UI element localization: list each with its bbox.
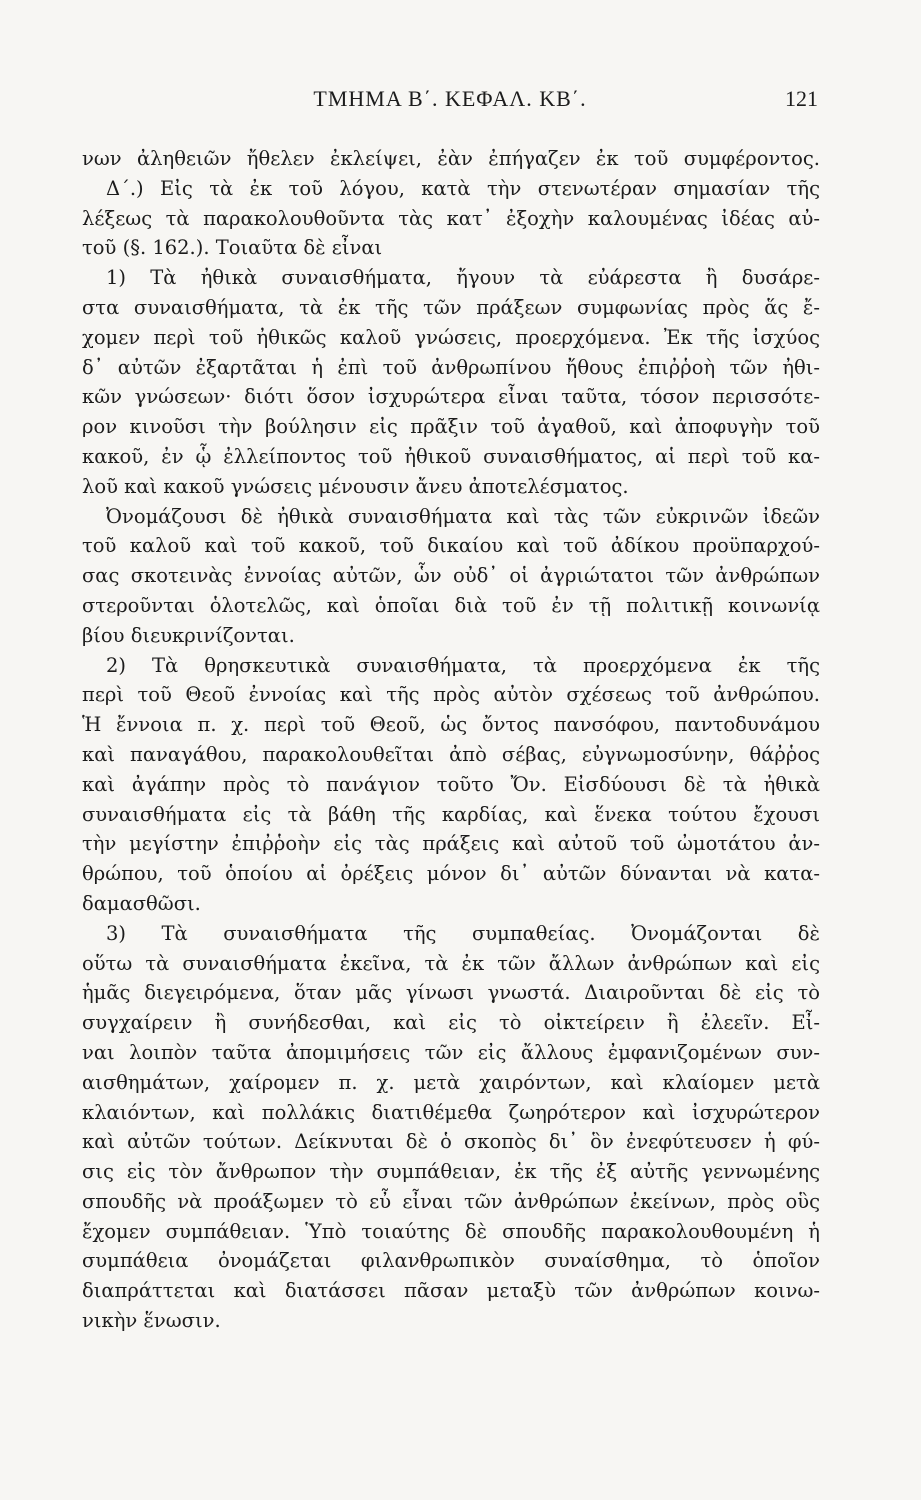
text-line: στεροῦνται ὁλοτελῶς, καὶ ὁποῖαι διὰ τοῦ ἐν τῇ πολιτικῇ κοινωνίᾳ	[82, 593, 820, 617]
text-line: οὕτω τὰ συναισθήματα ἐκεῖνα, τὰ ἐκ τῶν ἄλλων ἀνθρώπων καὶ εἰς	[82, 951, 820, 975]
text-line: 2) Τὰ θρησκευτικὰ συναισθήματα, τὰ προερχόμενα ἐκ τῆς	[106, 653, 820, 677]
text-line: τὴν μεγίστην ἐπιῤῥοὴν εἰς τὰς πράξεις καὶ αὐτοῦ τοῦ ὠμοτάτου ἀν-	[82, 832, 820, 856]
text-line: καὶ παναγάθου, παρακολουθεῖται ἀπὸ σέβας, εὐγνωμοσύνην, θάῤῥος	[82, 742, 820, 766]
text-line: 1) Τὰ ἠθικὰ συναισθήματα, ἤγουν τὰ εὐάρεστα ἢ δυσάρε-	[106, 266, 820, 290]
body-text	[82, 144, 820, 1336]
text-line: Ἡ ἔννοια π. χ. περὶ τοῦ Θεοῦ, ὡς ὄντος πανσόφου, παντοδυνάμου	[82, 713, 820, 737]
text-line: 3) Τὰ συναισθήματα τῆς συμπαθείας. Ὀνομάζονται δὲ	[106, 921, 820, 945]
text-line: Δ΄.) Εἰς τὰ ἐκ τοῦ λόγου, κατὰ τὴν στενωτέραν σημασίαν τῆς	[106, 176, 820, 200]
text-line: στα συναισθήματα, τὰ ἐκ τῆς τῶν πράξεων συμφωνίας πρὸς ἅς ἔ-	[82, 295, 820, 319]
running-title: ΤΜΗΜΑ Β΄. ΚΕΦΑΛ. ΚΒ΄.	[313, 86, 587, 111]
text-line: τοῦ (§. 162.). Τοιαῦτα δὲ εἶναι	[82, 236, 383, 260]
text-line: θρώπου, τοῦ ὁποίου αἱ ὀρέξεις μόνον δι᾽ αὐτῶν δύνανται νὰ κατα-	[82, 862, 820, 886]
text-line: νων ἀληθειῶν ἤθελεν ἐκλείψει, ἐὰν ἐπήγαζεν ἐκ τοῦ συμφέροντος.	[82, 147, 820, 170]
text-line: σπουδῆς νὰ προάξωμεν τὸ εὖ εἶναι τῶν ἀνθρώπων ἐκείνων, πρὸς οὓς	[82, 1189, 820, 1213]
text-line: βίου διευκρινίζονται.	[82, 623, 295, 647]
text-line: δαμασθῶσι.	[82, 891, 201, 915]
text-line: κακοῦ, ἐν ᾧ ἐλλείποντος τοῦ ἠθικοῦ συναισθήματος, αἱ περὶ τοῦ κα-	[82, 444, 820, 468]
text-line: συναισθήματα εἰς τὰ βάθη τῆς καρδίας, καὶ ἕνεκα τούτου ἔχουσι	[82, 802, 820, 826]
text-line: συμπάθεια ὀνομάζεται φιλανθρωπικὸν συναίσθημα, τὸ ὁποῖον	[82, 1249, 820, 1273]
text-line: ναι λοιπὸν ταῦτα ἀπομιμήσεις τῶν εἰς ἄλλους ἐμφανιζομένων συν-	[82, 1040, 820, 1064]
text-line: συγχαίρειν ἢ συνήδεσθαι, καὶ εἰς τὸ οἰκτείρειν ἢ ἐλεεῖν. Εἶ-	[82, 1011, 820, 1035]
text-line: περὶ τοῦ Θεοῦ ἐννοίας καὶ τῆς πρὸς αὐτὸν σχέσεως τοῦ ἀνθρώπου.	[82, 683, 820, 707]
text-line: ἔχομεν συμπάθειαν. Ὑπὸ τοιαύτης δὲ σπουδῆς παρακολουθουμένη ἡ	[82, 1219, 820, 1243]
running-header	[82, 86, 818, 120]
text-line: κλαιόντων, καὶ πολλάκις διατιθέμεθα ζωηρότερον καὶ ἰσχυρώτερον	[82, 1100, 820, 1124]
text-line: τοῦ καλοῦ καὶ τοῦ κακοῦ, τοῦ δικαίου καὶ τοῦ ἀδίκου προϋπαρχού-	[82, 534, 820, 558]
text-line: σις εἰς τὸν ἄνθρωπον τὴν συμπάθειαν, ἐκ τῆς ἐξ αὐτῆς γεννωμένης	[82, 1160, 820, 1184]
text-line: διαπράττεται καὶ διατάσσει πᾶσαν μεταξὺ τῶν ἀνθρώπων κοινω-	[82, 1279, 820, 1303]
text-line: λοῦ καὶ κακοῦ γνώσεις μένουσιν ἄνευ ἀποτελέσματος.	[82, 474, 629, 498]
text-line: κῶν γνώσεων· διότι ὅσον ἰσχυρώτερα εἶναι ταῦτα, τόσον περισσότε-	[82, 385, 820, 409]
text-line: αισθημάτων, χαίρομεν π. χ. μετὰ χαιρόντων, καὶ κλαίομεν μετὰ	[82, 1070, 820, 1094]
text-line: καὶ αὐτῶν τούτων. Δείκνυται δὲ ὁ σκοπὸς δι᾽ ὃν ἐνεφύτευσεν ἡ φύ-	[82, 1130, 820, 1154]
text-line: χομεν περὶ τοῦ ἠθικῶς καλοῦ γνώσεις, προερχόμενα. Ἐκ τῆς ἰσχύος	[82, 325, 820, 349]
text-line: λέξεως τὰ παρακολουθοῦντα τὰς κατ᾽ ἐξοχὴν καλουμένας ἰδέας αὐ-	[82, 206, 820, 230]
text-line: Ὀνομάζουσι δὲ ἠθικὰ συναισθήματα καὶ τὰς τῶν εὐκρινῶν ἰδεῶν	[106, 504, 820, 528]
text-line: νικὴν ἕνωσιν.	[82, 1309, 221, 1333]
text-line: ρον κινοῦσι τὴν βούλησιν εἰς πρᾶξιν τοῦ ἀγαθοῦ, καὶ ἀποφυγὴν τοῦ	[82, 415, 820, 439]
page-number: 121	[785, 86, 818, 111]
text-line: καὶ ἀγάπην πρὸς τὸ πανάγιον τοῦτο Ὄν. Εἰσδύουσι δὲ τὰ ἠθικὰ	[82, 772, 820, 796]
text-line: σας σκοτεινὰς ἐννοίας αὐτῶν, ὧν οὐδ᾽ οἱ ἀγριώτατοι τῶν ἀνθρώπων	[82, 564, 820, 588]
text-line: δ᾽ αὐτῶν ἐξαρτᾶται ἡ ἐπὶ τοῦ ἀνθρωπίνου ἤθους ἐπιῤῥοὴ τῶν ἠθι-	[82, 355, 820, 379]
text-line: ἡμᾶς διεγειρόμενα, ὅταν μᾶς γίνωσι γνωστά. Διαιροῦνται δὲ εἰς τὸ	[82, 981, 820, 1005]
